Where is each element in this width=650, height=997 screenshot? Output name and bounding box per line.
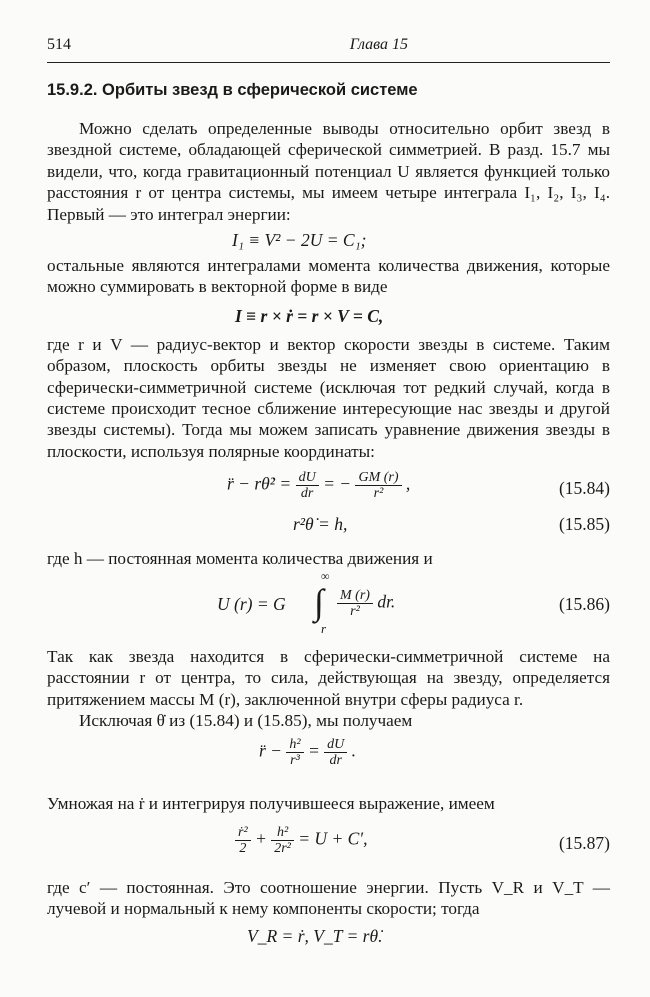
eq84-fraction-du-dr: [296, 470, 319, 501]
eq86-fraction: [337, 588, 373, 619]
eq84-lhs: r̈ − rθ̇² =: [227, 473, 292, 494]
running-header: [47, 36, 610, 60]
eq86-integrand: [337, 588, 395, 619]
uneq-frac2-denominator: dr: [329, 753, 342, 769]
uneq-frac2-numerator: dU: [324, 737, 347, 753]
eq84-fraction-gm: [355, 470, 401, 501]
eq84-frac1-numerator: dU: [296, 470, 319, 486]
equation-15-87: [47, 815, 610, 871]
integral-sign: ∫: [314, 581, 324, 622]
uneq-fraction-h: [286, 737, 303, 768]
equation-15-84-body: [227, 470, 410, 501]
uneq-fraction-du: [324, 737, 347, 768]
angular-momentum-equation: [47, 298, 610, 334]
paragraph-1: Можно сделать определенные выводы относительно орбит звезд в звездной системе, обладающей сферической симметрией. В разд. 15.7 мы видели, что, когда гравитационный потенциал U является функцией только расстояния r от центра системы, мы имеем четыре интеграла I₁, I₂, I₃, I₄. Первый — это интеграл энергии:: [47, 119, 610, 224]
angular-momentum-equation-text: I ≡ r × ṙ = r × V = C,: [235, 305, 384, 326]
energy-equation-text: I₁ ≡ V² − 2U = C₁;: [232, 230, 367, 251]
eq87-frac1-denominator: 2: [239, 840, 247, 856]
equation-15-87-body: [235, 825, 368, 856]
eq86-upper-limit: ∞: [321, 568, 330, 583]
page-number: 514: [47, 36, 71, 53]
page: [47, 36, 610, 954]
velocity-components-equation: [47, 920, 610, 954]
equation-15-85-text: r²θ̇ = h,: [293, 514, 348, 535]
equation-15-86-number: (15.86): [558, 593, 610, 614]
unnumbered-equation-body: [259, 737, 356, 768]
eq87-fraction-rdot: [235, 825, 251, 856]
uneq-frac1-denominator: r³: [290, 753, 300, 769]
paragraph-5: Так как звезда находится в сферически-симметричной системе на расстоянии r от центра, то сила, действующая на звезду, определяется притяжением массы M (r), заключенной внутри сферы радиуса r.: [47, 646, 610, 709]
equation-15-84-number: (15.84): [558, 478, 610, 499]
eq87-frac1-numerator: ṙ²: [235, 825, 251, 841]
section-title: 15.9.2. Орбиты звезд в сферической системе: [47, 81, 418, 99]
eq86-frac-numerator: M (r): [337, 588, 373, 604]
eq84-tail: ,: [405, 473, 411, 494]
eq86-frac-denominator: r²: [350, 603, 360, 619]
eq87-frac2-numerator: h²: [271, 825, 294, 841]
uneq-frac1-numerator: h²: [286, 737, 303, 753]
eq87-plus: +: [255, 828, 267, 849]
eq86-tail: dr.: [377, 591, 396, 612]
eq86-lhs: U (r) = G: [217, 593, 286, 614]
eq87-tail: = U + C′,: [298, 828, 368, 849]
chapter-title: Глава 15: [349, 36, 408, 53]
header-rule: [47, 62, 610, 63]
eq87-frac2-denominator: 2r²: [274, 840, 291, 856]
equation-15-87-number: (15.87): [558, 832, 610, 853]
equation-15-84: [47, 462, 610, 508]
energy-equation: [47, 225, 610, 255]
eq84-frac2-numerator: GM (r): [355, 470, 401, 486]
equation-15-86: [47, 570, 610, 638]
paragraph-4: где h — постоянная момента количества движения и: [47, 549, 433, 569]
equation-15-85-number: (15.85): [558, 514, 610, 535]
uneq-tail: .: [351, 740, 357, 761]
eq84-frac2-denominator: r²: [373, 486, 384, 502]
equation-15-85: [47, 508, 610, 548]
eq87-fraction-h: [271, 825, 294, 856]
velocity-components-text: V_R = ṙ, V_T = rθ̇.: [247, 925, 383, 946]
paragraph-3: где r и V — радиус-вектор и вектор скорости звезды в системе. Таким образом, плоскость орбиты звезды не изменяет свою ориентацию в сферически-симметричной системе (исключая тот редкий случай, когда в системе происходит тесное сближение интересующие нас звезды и другой звезды системы). Тогда мы можем записать уравнение движения звезды в плоскости, используя полярные координаты:: [47, 334, 610, 461]
uneq-lhs: r̈ −: [259, 740, 282, 761]
paragraph-8: где c′ — постоянная. Это соотношение энергии. Пусть V_R и V_T — лучевой и нормальный к нему компоненты скорости; тогда: [47, 877, 610, 919]
paragraph-6: Исключая θ̇ из (15.84) и (15.85), мы получаем: [79, 710, 413, 730]
eq84-mid: = −: [323, 473, 352, 494]
paragraph-7: Умножая на ṙ и интегрируя получившееся выражение, имеем: [47, 794, 495, 814]
uneq-mid: =: [307, 740, 320, 761]
eq84-frac1-denominator: dr: [300, 486, 314, 502]
eq86-lower-limit: r: [321, 620, 327, 636]
unnumbered-equation: [47, 731, 610, 779]
paragraph-2: остальные являются интегралами момента количества движения, которые можно суммировать в векторной форме в виде: [47, 256, 610, 297]
